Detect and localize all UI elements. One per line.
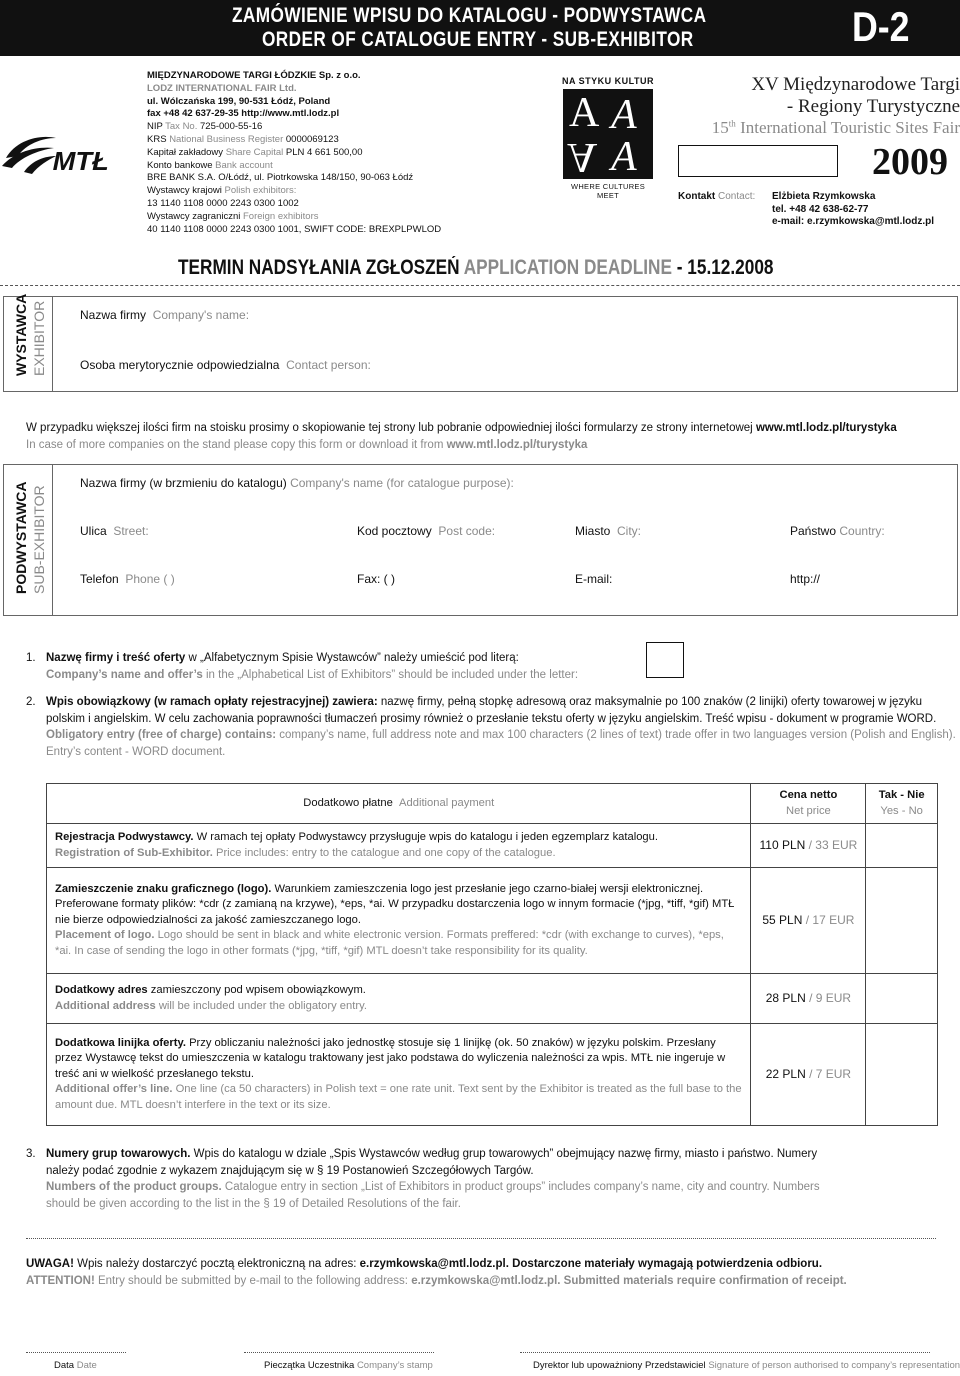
table-row: [47, 824, 938, 868]
contact-person-field[interactable]: Osoba merytorycznie odpowiedzialna Contact person:: [80, 358, 371, 372]
organizer-nip: NIP Tax No. 725-000-55-16: [147, 121, 263, 133]
price-header: Cena netto Net price: [751, 784, 866, 824]
contact-phone: tel. +48 42 638-62-77: [772, 203, 869, 215]
fax-field[interactable]: Fax: ( ): [357, 572, 395, 586]
section-2-en: Obligatory entry (free of charge) contains: company’s name, full address note and max 100 characters (2 lines of text) trade offer in two languages version (Polish and English). Entry’s content - WORD document.: [46, 729, 956, 758]
logo-desc: Zamieszczenie znaku graficznego (logo). Warunkiem zamieszczenia logo jest przesłanie jego czarno-białej wersji elektronicznej. Preferowane formaty plików: *cdr (z zamianą na krzywe), *eps, *ai. W przypadku dostarczenia logo w innym formacie (*jpg, *tiff, *gif) MTŁ nie bierze odpowiedzialności za jakość zamieszczanego logo. Placement of logo. Logo should be sent in black and white electronic version. Formats preffered: *cdr (with exchange to curves), *eps, *ai. In case of sending the logo in other formats (*jpg, *tiff, *gif) MTL doesn’t take responsibility for its quality.: [47, 868, 751, 974]
registration-desc: Rejestracja Podwystawcy. W ramach tej opłaty Podwystawcy przysługuje wpis do katalogu i jeden egzemplarz katalogu. Registration of Sub-Exhibitor. Price includes: entry to the catalogue and one copy of the catalogue.: [47, 824, 751, 868]
stamp-label: Pieczątka Uczestnika Company’s stamp: [264, 1360, 433, 1371]
section-1-en: Company’s name and offer’s in the „Alphabetical List of Exhibitors” should be included under the letter:: [46, 668, 579, 681]
fair-title: [676, 74, 960, 138]
attention-note: [26, 1256, 956, 1289]
payment-header-row: [47, 784, 938, 824]
section-3-pl: Numery grup towarowych. Wpis do katalogu w dziale „Spis Wystawców według grup towarowych” obejmujący nazwę firmy, miasto i państwo. Numery należy podać zgodnie z wykazem znajdującym się w § 19 Postanowień Szczegółowych Targów.: [46, 1148, 818, 1177]
culture-logo: [560, 76, 656, 200]
stamp-line[interactable]: [244, 1352, 434, 1353]
note-en: In case of more companies on the stand please copy this form or download it from www.mtl.lodz.pl/turystyka: [26, 439, 588, 451]
section-3: [46, 1146, 836, 1212]
fair-title-line3: 15th International Touristic Sites Fair: [711, 118, 960, 137]
offer-line-yes-no[interactable]: [866, 1024, 938, 1126]
city-field[interactable]: Miasto City:: [575, 524, 642, 538]
application-deadline: TERMIN NADSYŁANIA ZGŁOSZEŃ APPLICATION DEADLINE - 15.12.2008: [178, 256, 774, 279]
divider: [0, 285, 960, 286]
logo-yes-no[interactable]: [866, 868, 938, 974]
organizer-krs: KRS National Business Register 0000069123: [147, 133, 339, 145]
date-line[interactable]: [26, 1352, 126, 1353]
street-field[interactable]: Ulica Street:: [80, 524, 149, 538]
exhibitor-side-label: [3, 293, 53, 392]
phone-field[interactable]: Telefon Phone ( ): [80, 572, 175, 586]
fair-title-line1: XV Międzynarodowe Targi: [751, 74, 960, 95]
address-yes-no[interactable]: [866, 974, 938, 1024]
catalogue-letter-box[interactable]: [646, 642, 684, 678]
payment-header: Dodatkowo płatne Additional payment: [47, 784, 751, 824]
form-title-en: ORDER OF CATALOGUE ENTRY - SUB-EXHIBITOR: [262, 28, 694, 51]
country-field[interactable]: Państwo Country:: [790, 524, 885, 538]
contact-info: [772, 191, 934, 229]
registration-price: 110 PLN / 33 EUR: [751, 824, 866, 868]
offer-line-desc: Dodatkowa linijka oferty. Przy obliczaniu należności jako jednostkę stosuje się 1 linijkę (ok. 50 znaków) w języku polskim. Przesłany przez Wystawcę tekst do umieszczenia w katalogu traktowany jest jako podstawa do wyliczenia należności za wpis. MTŁ nie ingeruje w treść ani w wielkość przesłanego tekstu. Additional offer’s line. One line (ca 50 characters) in Polish text = one rate unit. Text sent by the Exhibitor is treated as the full base to the amount due. MTL doesn’t interfere in the text or its size.: [47, 1024, 751, 1126]
signature-label: Dyrektor lub upoważniony Przedstawiciel Signature of person authorised to company’s representation: [533, 1360, 960, 1371]
section-3-en: Numbers of the product groups. Catalogue entry in section „List of Exhibitors in product groups” includes company’s name, city and country. Numbers should be given according to the list in the § 19 of Detailed Resolutions of the fair.: [46, 1181, 820, 1210]
signature-line[interactable]: [520, 1352, 930, 1353]
section-3-number: 3.: [26, 1148, 36, 1160]
organizer-foreign-account: 40 1140 1108 0000 2243 0300 1001, SWIFT CODE: BREXPLPWLOD: [147, 223, 442, 235]
organizer-info: [147, 70, 447, 236]
section-1-pl: Nazwę firmy i treść oferty w „Alfabetycznym Spisie Wystawców” należy umieścić pod literą:: [46, 652, 519, 664]
note-pl: W przypadku większej ilości firm na stoisku prosimy o skopiowanie tej strony lub pobranie odpowiedniej ilości formularzy ze strony internetowej www.mtl.lodz.pl/turystyka: [26, 422, 897, 434]
payment-table: [46, 783, 938, 1126]
organizer-address: ul. Wólczańska 199, 90-531 Łódź, Poland: [147, 95, 331, 107]
post-code-field[interactable]: Kod pocztowy Post code:: [357, 524, 496, 538]
section-2: [46, 694, 956, 760]
contact-label: Kontakt Contact:: [678, 191, 756, 202]
table-row: [47, 868, 938, 974]
yes-no-header: Tak - Nie Yes - No: [866, 784, 938, 824]
divider: [26, 1238, 936, 1239]
mtl-logo: [2, 128, 124, 178]
culture-logo-mark: A A A A: [563, 89, 653, 179]
organizer-name-en: LODZ INTERNATIONAL FAIR Ltd.: [147, 82, 297, 94]
fair-title-line2: - Regiony Turystyczne: [786, 96, 960, 117]
stand-number-box[interactable]: [678, 145, 838, 177]
exhibitor-side-pl: WYSTAWCA: [13, 293, 29, 376]
table-row: [47, 974, 938, 1024]
note-link-pl[interactable]: www.mtl.lodz.pl/turystyka: [755, 422, 897, 434]
section-1-number: 1.: [26, 652, 36, 664]
subexhibitor-side-label: [3, 464, 53, 616]
subexhibitor-side-en: SUB-EXHIBITOR: [31, 485, 47, 594]
contact-name: Elżbieta Rzymkowska: [772, 191, 876, 202]
organizer-name-pl: MIĘDZYNARODOWE TARGI ŁÓDZKIE Sp. z o.o.: [147, 70, 361, 81]
organizer-domestic: Wystawcy krajowi Polish exhibitors:: [147, 185, 297, 197]
attention-en: ATTENTION! Entry should be submitted by e-mail to the following address: e.rzymkowska@mtl.lodz.pl. Submitted materials require confirmation of receipt.: [26, 1274, 847, 1287]
sub-company-name-field[interactable]: Nazwa firmy (w brzmieniu do katalogu) Company's name (for catalogue purpose):: [80, 476, 514, 490]
exhibitor-side-en: EXHIBITOR: [31, 300, 47, 376]
attention-pl: UWAGA! Wpis należy dostarczyć pocztą elektroniczną na adres: e.rzymkowska@mtl.lodz.pl. Dostarczone materiały wymagają potwierdzenia odbioru.: [26, 1258, 823, 1270]
section-1: [46, 650, 636, 683]
website-field[interactable]: http://: [790, 572, 821, 586]
culture-logo-top: NA STYKU KULTUR: [562, 76, 654, 86]
logo-price: 55 PLN / 17 EUR: [751, 868, 866, 974]
section-2-number: 2.: [26, 696, 36, 708]
organizer-bank: Konto bankowe Bank account: [147, 159, 273, 171]
table-row: [47, 1024, 938, 1126]
registration-yes-no[interactable]: [866, 824, 938, 868]
organizer-bank-value: BRE BANK S.A. O/Łódź, ul. Piotrkowska 148/150, 90-063 Łódź: [147, 172, 414, 184]
note-link-en[interactable]: www.mtl.lodz.pl/turystyka: [446, 439, 588, 451]
organizer-capital: Kapitał zakładowy Share Capital PLN 4 661 500,00: [147, 146, 363, 158]
contact-email: e-mail: e.rzymkowska@mtl.lodz.pl: [772, 216, 935, 227]
address-price: 28 PLN / 9 EUR: [751, 974, 866, 1024]
offer-line-price: 22 PLN / 7 EUR: [751, 1024, 866, 1126]
fair-year: 2009: [872, 141, 948, 183]
form-code: D-2: [852, 3, 910, 50]
form-title-pl: ZAMÓWIENIE WPISU DO KATALOGU - PODWYSTAWCA: [232, 4, 707, 27]
address-desc: Dodatkowy adres zamieszczony pod wpisem obowiązkowym. Additional address will be included under the obligatory entry.: [47, 974, 751, 1024]
subexhibitor-side-pl: PODWYSTAWCA: [13, 481, 29, 594]
email-field[interactable]: E-mail:: [575, 572, 613, 586]
company-name-field[interactable]: Nazwa firmy Company's name:: [80, 308, 250, 322]
organizer-domestic-account: 13 1140 1108 0000 2243 0300 1002: [147, 197, 299, 209]
culture-logo-bottom: WHERE CULTURES MEET: [570, 182, 646, 200]
organizer-foreign: Wystawcy zagraniczni Foreign exhibitors: [147, 210, 319, 222]
section-2-pl: Wpis obowiązkowy (w ramach opłaty rejestracyjnej) zawiera: nazwę firmy, pełną stopkę adresową oraz maksymalnie po 100 znaków (2 linijki) oferty towarowej w języku polskim i angielskim. W celu zachowania poprawności tłumaczeń prosimy również o przesłanie tekstu oferty w języku angielskim. Treść wpisu - dokument w programie WORD.: [46, 696, 937, 725]
multi-company-note: [26, 420, 956, 454]
mtl-logo-text: MTŁ: [52, 146, 109, 176]
organizer-fax-web: fax +48 42 637-29-35 http://www.mtl.lodz.pl: [147, 108, 340, 120]
date-label: Data Date: [54, 1360, 97, 1371]
